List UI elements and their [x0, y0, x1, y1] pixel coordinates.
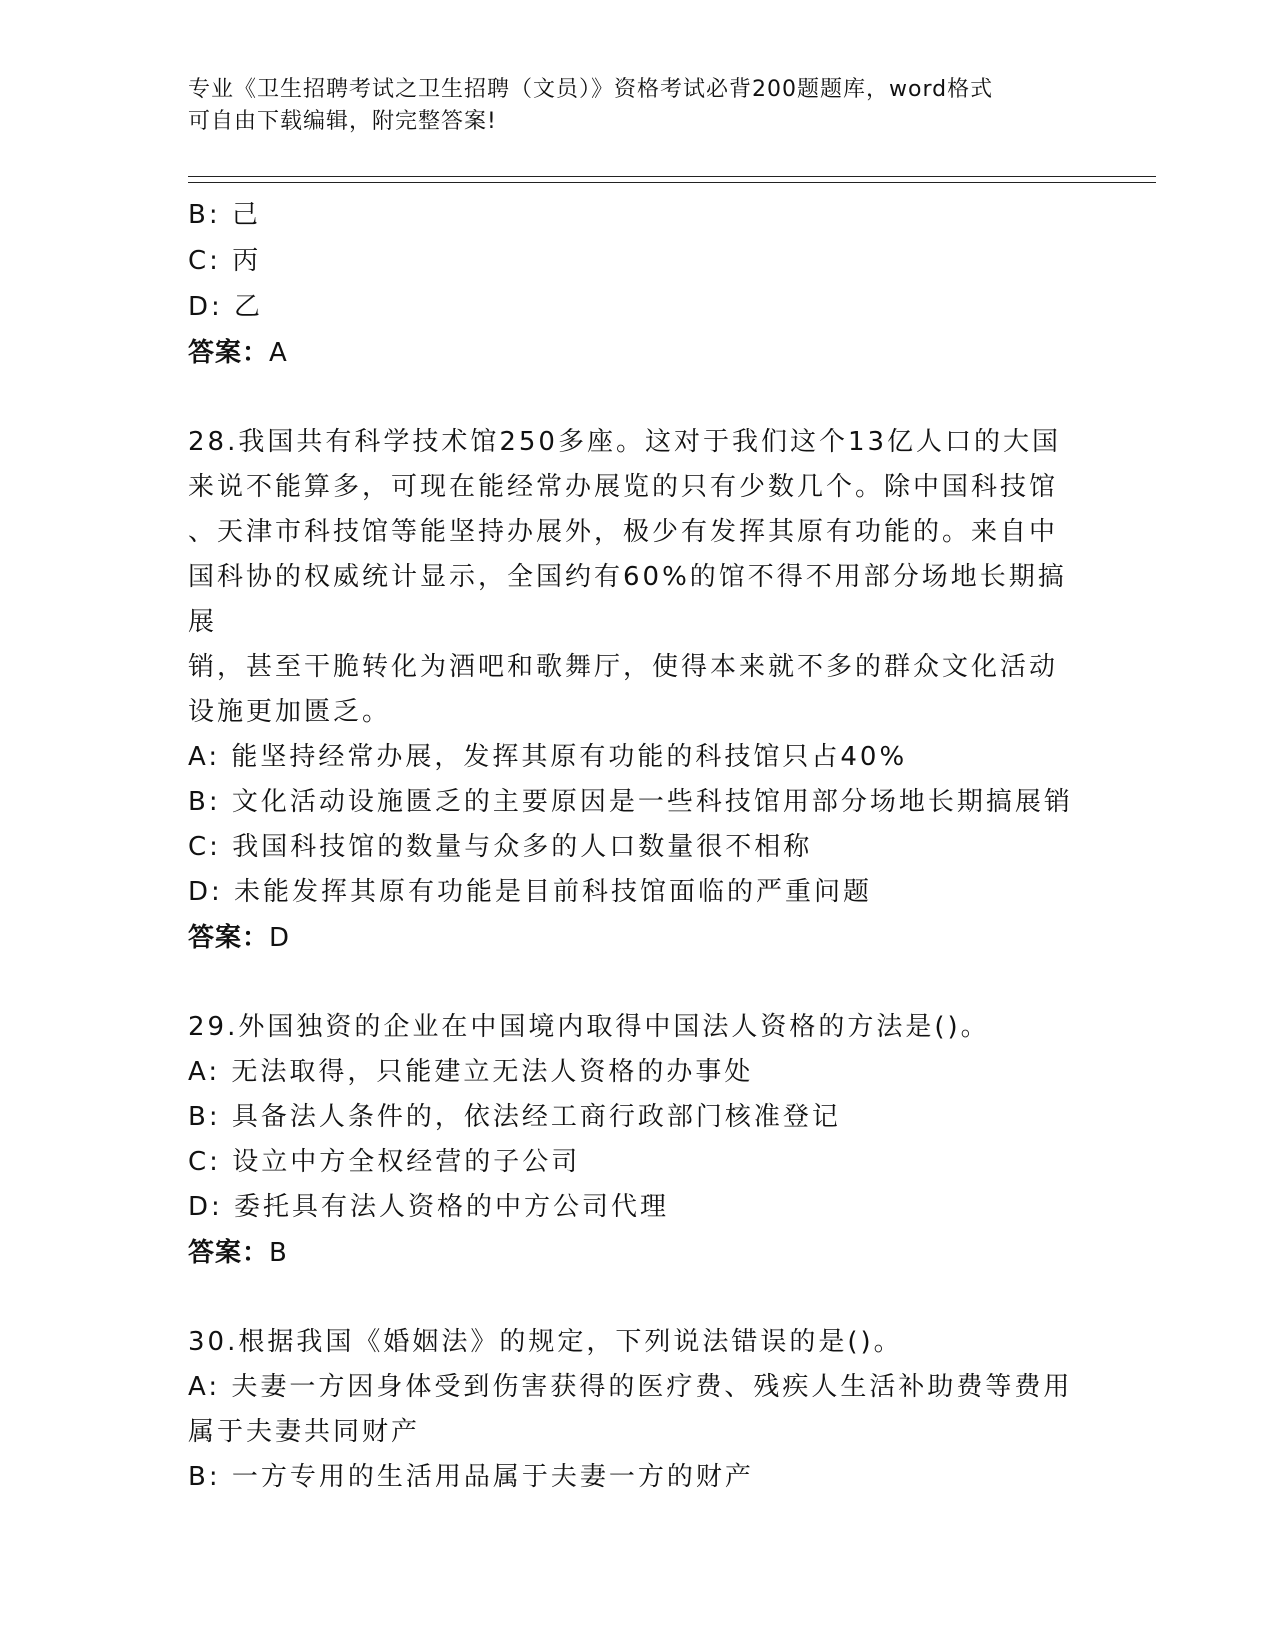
header-double-rule	[188, 176, 1156, 183]
option-a: A: 能坚持经常办展，发挥其原有功能的科技馆只占40%	[188, 742, 908, 772]
answer-value: A	[269, 338, 288, 368]
answer-line	[188, 1230, 1088, 1276]
option-c: C: 丙	[188, 246, 262, 276]
question-stem: 30.根据我国《婚姻法》的规定，下列说法错误的是()。	[188, 1327, 903, 1357]
option-d: D: 未能发挥其原有功能是目前科技馆面临的严重问题	[188, 877, 873, 907]
header-line-1: 专业《卫生招聘考试之卫生招聘（文员）》资格考试必背200题题库，word格式	[188, 77, 994, 102]
option-d: D: 乙	[188, 292, 264, 322]
answer-value: B	[269, 1238, 288, 1268]
prev-question-block	[188, 192, 1088, 376]
question-28	[188, 420, 1088, 961]
question-30	[188, 1320, 1088, 1500]
option-a: A: 无法取得，只能建立无法人资格的办事处	[188, 1057, 754, 1087]
option-c: C: 设立中方全权经营的子公司	[188, 1147, 581, 1177]
question-29	[188, 1005, 1088, 1276]
answer-line	[188, 330, 1088, 376]
option-a: A: 夫妻一方因身体受到伤害获得的医疗费、残疾人生活补助费等费用 属于夫妻共同财产	[188, 1372, 1073, 1447]
option-b: B: 文化活动设施匮乏的主要原因是一些科技馆用部分场地长期搞展销	[188, 787, 1073, 817]
option-c: C: 我国科技馆的数量与众多的人口数量很不相称	[188, 832, 813, 862]
answer-line	[188, 915, 1088, 961]
question-stem: 29.外国独资的企业在中国境内取得中国法人资格的方法是()。	[188, 1012, 990, 1042]
option-d: D: 委托具有法人资格的中方公司代理	[188, 1192, 670, 1222]
option-b: B: 己	[188, 200, 261, 230]
answer-label: 答案：	[188, 338, 270, 368]
document-body	[188, 192, 1088, 1500]
header-line-2: 可自由下载编辑，附完整答案!	[188, 109, 497, 134]
answer-label: 答案：	[188, 923, 270, 953]
option-b: B: 一方专用的生活用品属于夫妻一方的财产	[188, 1462, 754, 1492]
answer-label: 答案：	[188, 1238, 270, 1268]
answer-value: D	[269, 923, 291, 953]
option-b: B: 具备法人条件的，依法经工商行政部门核准登记	[188, 1102, 841, 1132]
page-header	[188, 74, 1088, 138]
question-stem: 28.我国共有科学技术馆250多座。这对于我们这个13亿人口的大国 来说不能算多，可现在能经常办展览的只有少数几个。除中国科技馆 、天津市科技馆等能坚持办展外，极少有发挥其原有功能的。来自中 国科协的权威统计显示，全国约有60%的馆不得不用部分场地长期搞展 销，甚至干脆转化为酒吧和歌舞厅，使得本来就不多的群众文化活动 设施更加匮乏。	[188, 427, 1067, 727]
